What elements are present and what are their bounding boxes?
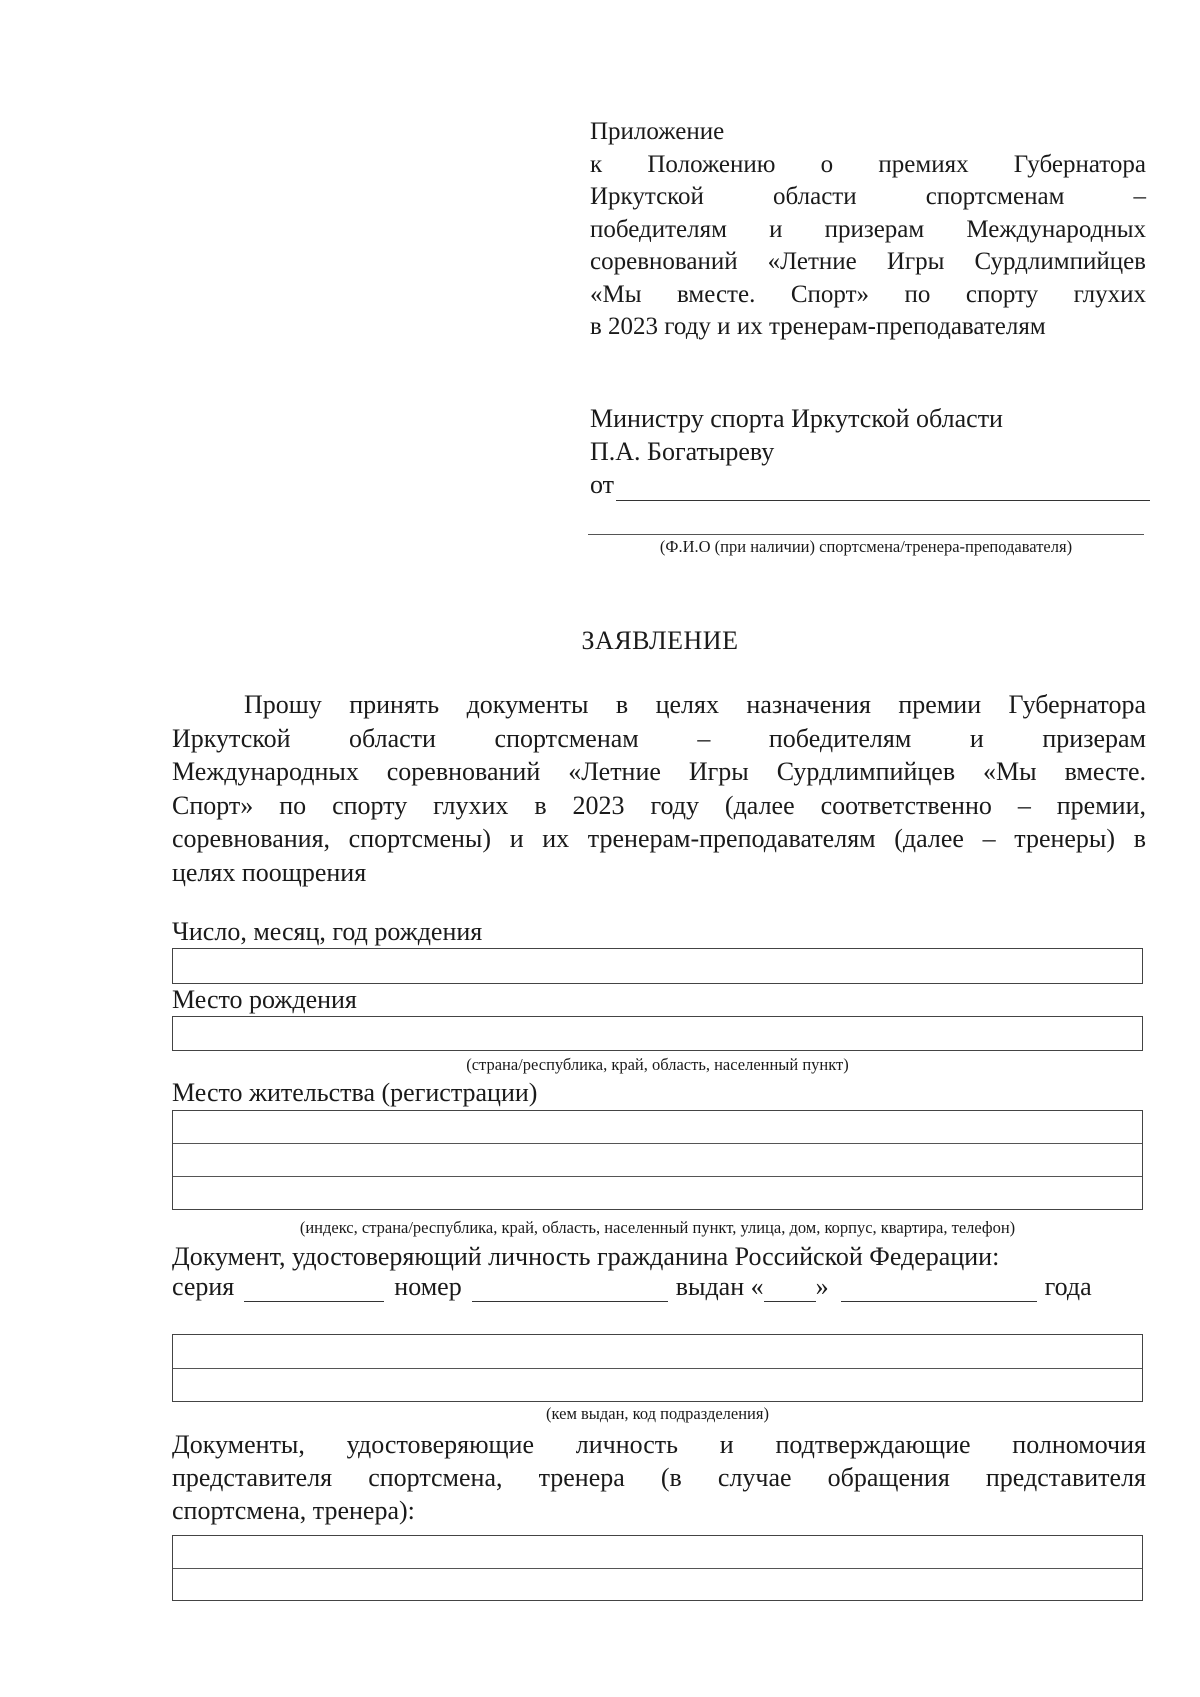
number-label: номер — [394, 1272, 462, 1301]
number-field[interactable] — [472, 1277, 668, 1302]
representative-text — [172, 1428, 1146, 1527]
year-label: года — [1044, 1272, 1092, 1301]
body-line: соревнования, спортсмены) и их тренерам-преподавателям (далее – тренеры) в — [172, 824, 1146, 853]
birth-date-label: Число, месяц, год рождения — [172, 917, 483, 946]
addressee-line: Министру спорта Иркутской области — [590, 404, 1003, 433]
statement-body — [172, 688, 1146, 889]
representative-line: спортсмена, тренера): — [172, 1496, 415, 1525]
appendix-line: соревнований «Летние Игры Сурдлимпийцев — [590, 248, 1146, 275]
birth-place-field[interactable] — [172, 1016, 1143, 1051]
body-line: Международных соревнований «Летние Игры Сурдлимпийцев «Мы вместе. — [172, 757, 1146, 786]
from-name-field[interactable] — [616, 476, 1150, 501]
issued-day-field[interactable] — [764, 1277, 816, 1302]
residence-field-group — [172, 1110, 1143, 1210]
representative-line: представителя спортсмена, тренера (в случае обращения представителя — [172, 1463, 1146, 1492]
issued-by-field-group — [172, 1334, 1143, 1402]
body-line: целях поощрения — [172, 857, 367, 887]
from-row — [590, 468, 1150, 501]
representative-field-line[interactable] — [173, 1569, 1142, 1600]
residence-caption: (индекс, страна/республика, край, область, населенный пункт, улица, дом, корпус, квартира, телефон) — [299, 1218, 1016, 1237]
appendix-line: победителям и призерам Международных — [590, 215, 1146, 243]
id-doc-label: Документ, удостоверяющий личность гражданина Российской Федерации: — [172, 1242, 1000, 1271]
representative-field-line[interactable] — [173, 1536, 1142, 1569]
appendix-line: в 2023 году и их тренерам-преподавателям — [590, 313, 1046, 340]
issued-by-field-line[interactable] — [173, 1369, 1142, 1401]
issued-by-field-line[interactable] — [173, 1335, 1142, 1369]
body-line: Прошу принять документы в целях назначения премии Губернатора — [244, 690, 1146, 719]
statement-title: ЗАЯВЛЕНИЕ — [581, 626, 739, 655]
birth-place-label: Место рождения — [172, 985, 357, 1014]
body-line: Иркутской области спортсменам – победителям и призерам — [172, 723, 1146, 753]
body-line: Спорт» по спорту глухих в 2023 году (далее соответственно – премии, — [172, 790, 1146, 820]
appendix-line: Иркутской области спортсменам – — [590, 183, 1146, 210]
addressee-block — [590, 402, 1150, 501]
appendix-block — [590, 116, 1146, 344]
issued-quote-close: » — [815, 1272, 829, 1301]
appendix-line: к Положению о премиях Губернатора — [590, 150, 1146, 178]
from-label: от — [590, 470, 615, 499]
birth-date-field[interactable] — [172, 948, 1143, 984]
residence-label: Место жительства (регистрации) — [172, 1078, 538, 1107]
fio-caption: (Ф.И.О (при наличии) спортсмена/тренера-преподавателя) — [659, 537, 1073, 556]
issued-date-field[interactable] — [841, 1277, 1037, 1302]
residence-field-line[interactable] — [173, 1177, 1142, 1209]
representative-line: Документы, удостоверяющие личность и подтверждающие полномочия — [172, 1430, 1146, 1459]
birth-place-caption: (страна/республика, край, область, населенный пункт) — [466, 1055, 849, 1074]
issued-by-caption: (кем выдан, код подразделения) — [546, 1404, 769, 1423]
issued-label: выдан « — [675, 1272, 764, 1301]
series-label: серия — [172, 1272, 235, 1301]
appendix-title: Приложение — [590, 118, 725, 145]
residence-field-line[interactable] — [173, 1144, 1142, 1177]
addressee-name: П.А. Богатыреву — [590, 437, 775, 466]
series-field[interactable] — [244, 1277, 384, 1302]
fio-underline[interactable] — [588, 534, 1144, 535]
residence-field-line[interactable] — [173, 1111, 1142, 1144]
representative-field-group — [172, 1535, 1143, 1601]
appendix-line: «Мы вместе. Спорт» по спорту глухих — [590, 280, 1146, 308]
id-doc-row — [172, 1272, 1116, 1302]
